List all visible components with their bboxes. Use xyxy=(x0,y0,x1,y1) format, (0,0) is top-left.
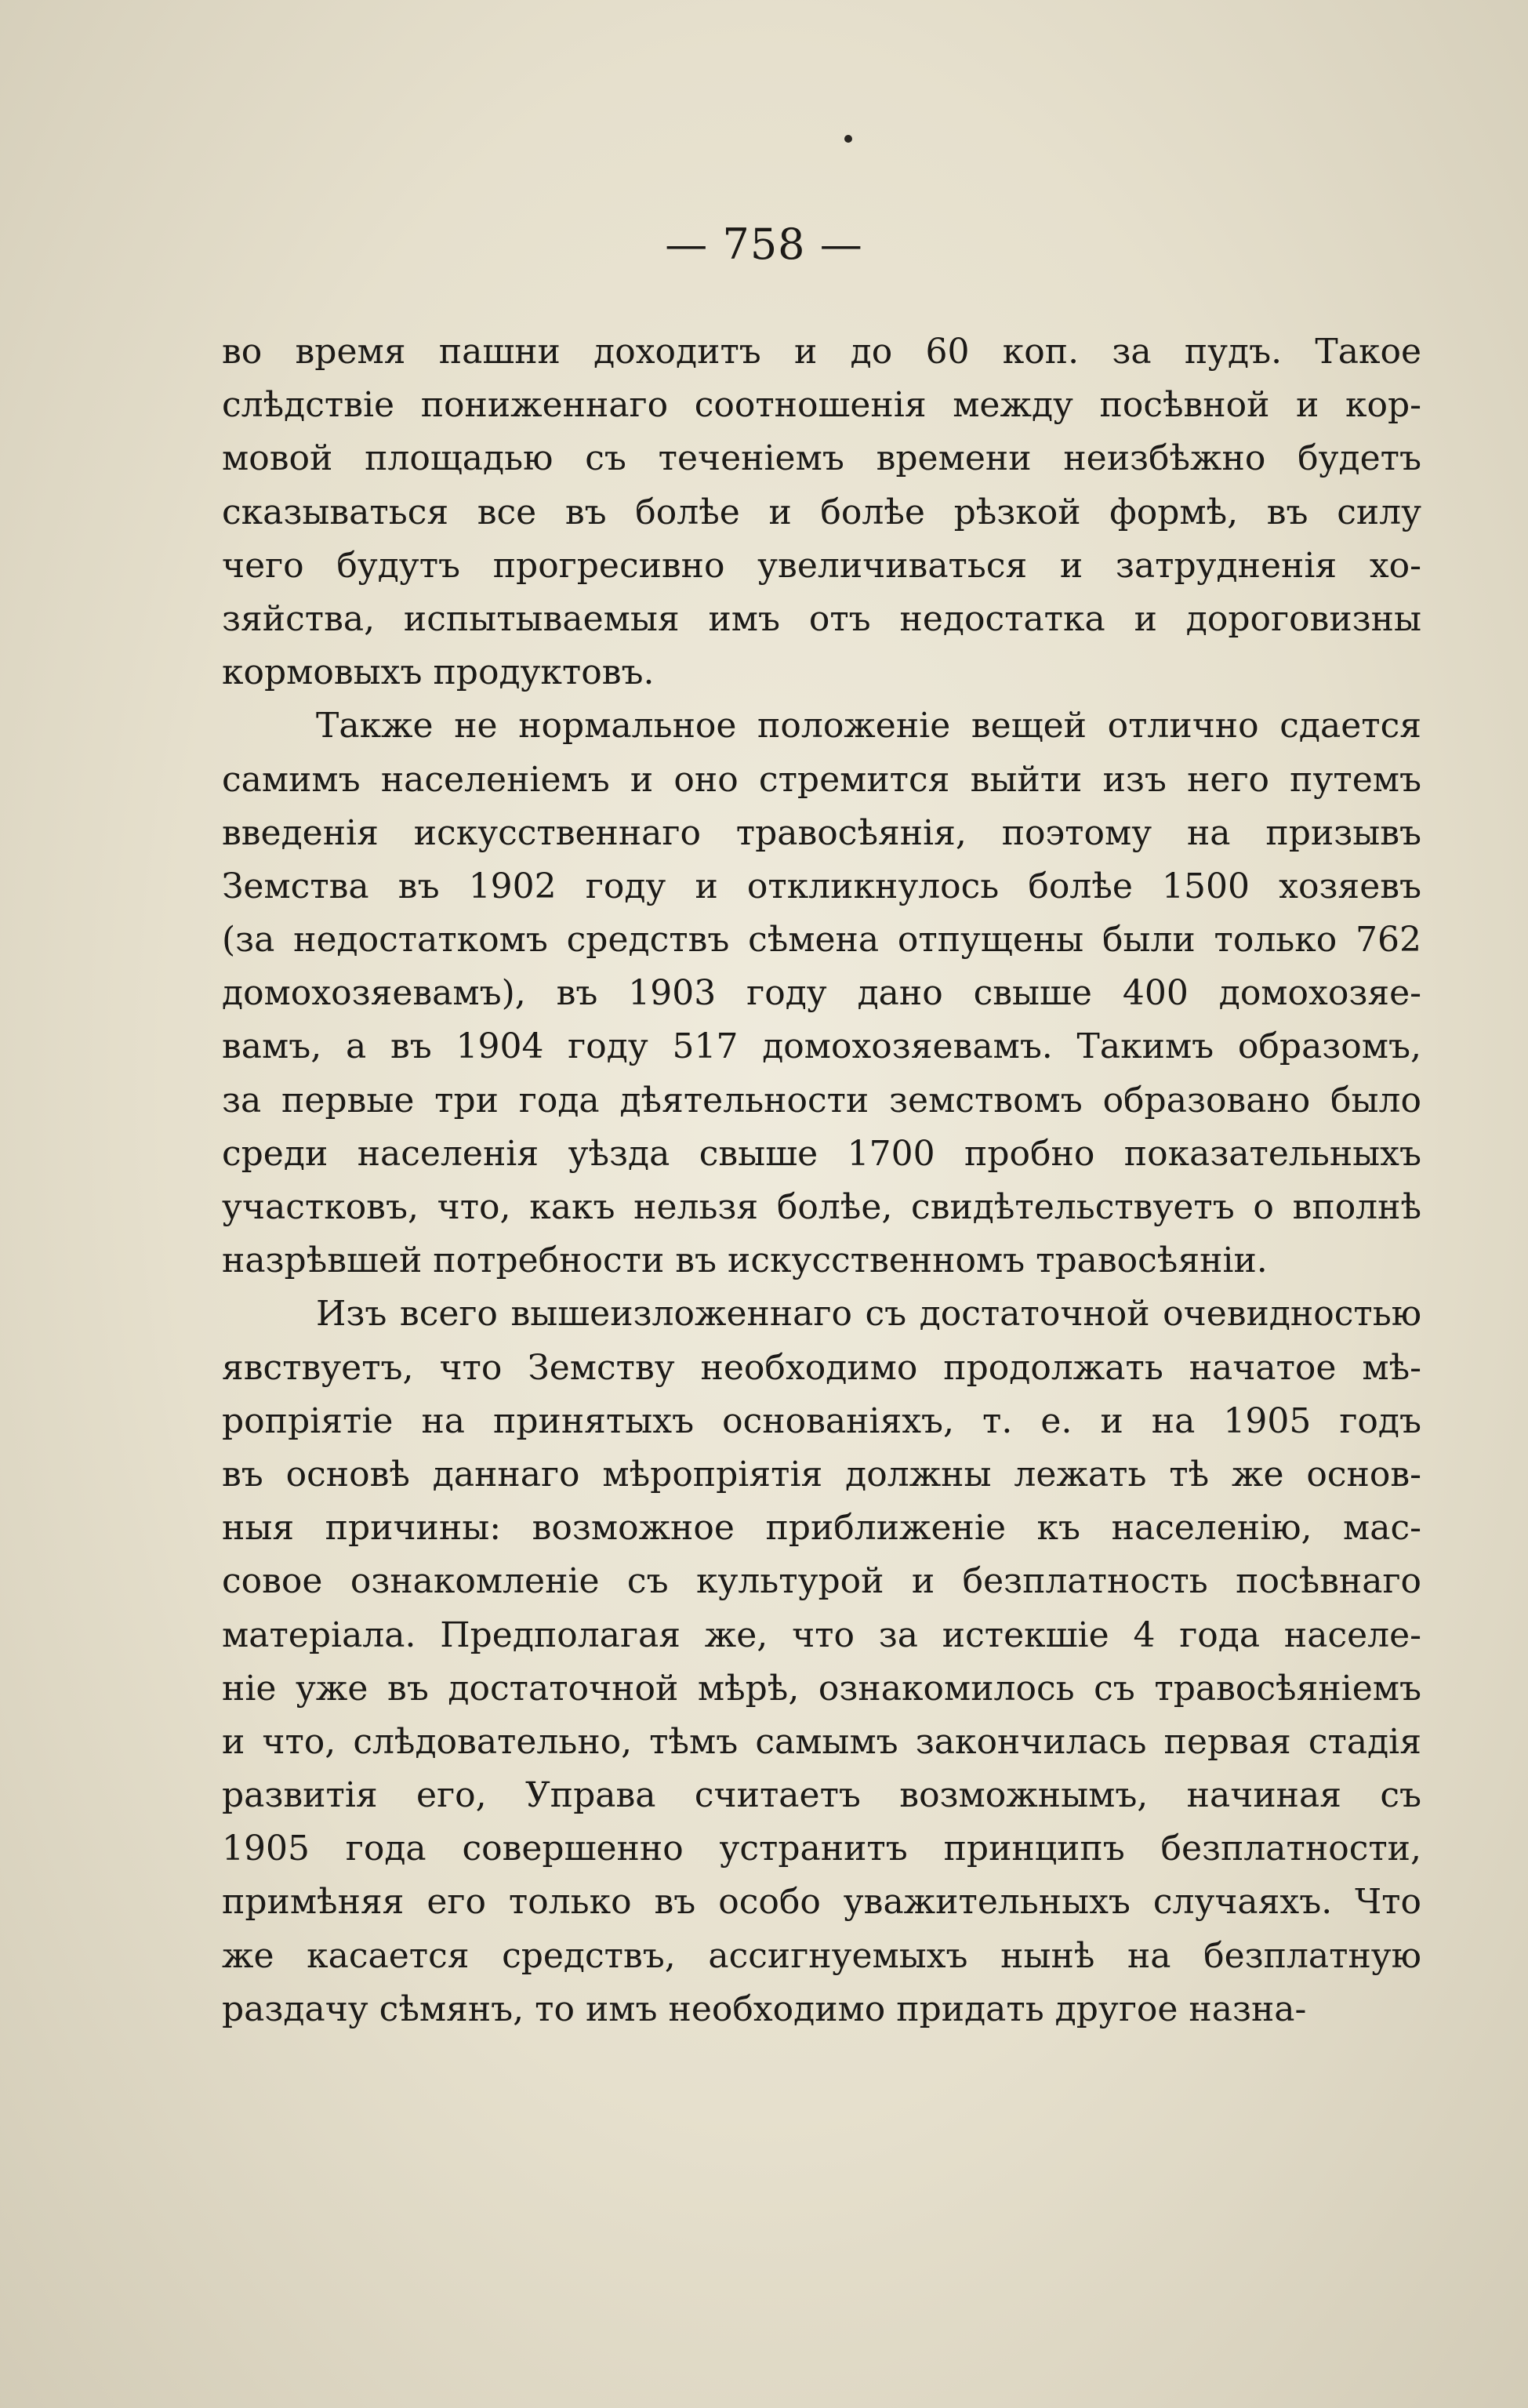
text-line: ныя причины: возможное приближеніе къ населенію, мас- xyxy=(222,1508,1421,1549)
text-line: зяйства, испытываемыя имъ отъ недостатка и дороговизны xyxy=(222,598,1421,639)
text-line: развитія его, Управа считаетъ возможнымъ, начиная съ xyxy=(222,1775,1421,1816)
text-line: участковъ, что, какъ нельзя болѣе, свидѣтельствуетъ о вполнѣ xyxy=(222,1187,1421,1227)
text-line: мовой площадью съ теченіемъ времени неизбѣжно будетъ xyxy=(222,438,1421,479)
paragraph xyxy=(222,699,1421,1288)
text-line: Изъ всего вышеизложеннаго съ достаточной очевидностью xyxy=(316,1294,1421,1335)
text-line: же касается средствъ, ассигнуемыхъ нынѣ на безплатную xyxy=(222,1935,1421,1976)
text-line: вамъ, а въ 1904 году 517 домохозяевамъ. Такимъ образомъ, xyxy=(222,1026,1421,1067)
text-line: во время пашни доходитъ и до 60 коп. за пудъ. Такое xyxy=(222,332,1421,372)
text-line: и что, слѣдовательно, тѣмъ самымъ закончилась первая стадія xyxy=(222,1721,1421,1762)
paragraph xyxy=(222,1288,1421,2036)
text-line: примѣняя его только въ особо уважительныхъ случаяхъ. Что xyxy=(222,1882,1421,1923)
text-line: совое ознакомленіе съ культурой и безплатность посѣвнаго xyxy=(222,1561,1421,1602)
text-line: Также не нормальное положеніе вещей отлично сдается xyxy=(316,706,1421,746)
text-line: домохозяевамъ), въ 1903 году дано свыше 400 домохозяе- xyxy=(222,973,1421,1014)
page-number: — 758 — xyxy=(665,220,863,269)
text-line: введенія искусственнаго травосѣянія, поэтому на призывъ xyxy=(222,812,1421,853)
text-line: назрѣвшей потребности въ искусственномъ травосѣяніи. xyxy=(222,1240,1268,1281)
body-text xyxy=(222,325,1421,2036)
text-line: въ основѣ даннаго мѣропріятія должны лежать тѣ же основ- xyxy=(222,1454,1421,1495)
text-line: самимъ населеніемъ и оно стремится выйти изъ него путемъ xyxy=(222,759,1421,800)
text-line: за первые три года дѣятельности земствомъ образовано было xyxy=(222,1080,1421,1120)
text-line: сказываться все въ болѣе и болѣе рѣзкой формѣ, въ силу xyxy=(222,492,1421,532)
text-line: раздачу сѣмянъ, то имъ необходимо придать другое назна- xyxy=(222,1989,1307,2029)
text-line: явствуетъ, что Земству необходимо продолжать начатое мѣ- xyxy=(222,1347,1421,1388)
text-line: (за недостаткомъ средствъ сѣмена отпущены были только 762 xyxy=(222,920,1421,961)
text-line: среди населенія уѣзда свыше 1700 пробно показательныхъ xyxy=(222,1133,1421,1174)
text-line: слѣдствіе пониженнаго соотношенія между посѣвной и кор- xyxy=(222,385,1421,426)
text-line: матеріала. Предполагая же, что за истекшіе 4 года населе- xyxy=(222,1614,1421,1655)
paragraph xyxy=(222,325,1421,699)
text-line: кормовыхъ продуктовъ. xyxy=(222,652,655,693)
text-line: Земства въ 1902 году и откликнулось болѣе 1500 хозяевъ xyxy=(222,866,1421,906)
text-line: ніе уже въ достаточной мѣрѣ, ознакомилось съ травосѣяніемъ xyxy=(222,1668,1421,1709)
text-line: 1905 года совершенно устранитъ принципъ безплатности, xyxy=(222,1829,1421,1869)
ink-dot xyxy=(844,135,852,143)
text-line: чего будутъ прогресивно увеличиваться и затрудненія хо- xyxy=(222,545,1421,586)
text-line: ропріятіе на принятыхъ основаніяхъ, т. е. и на 1905 годъ xyxy=(222,1400,1421,1441)
